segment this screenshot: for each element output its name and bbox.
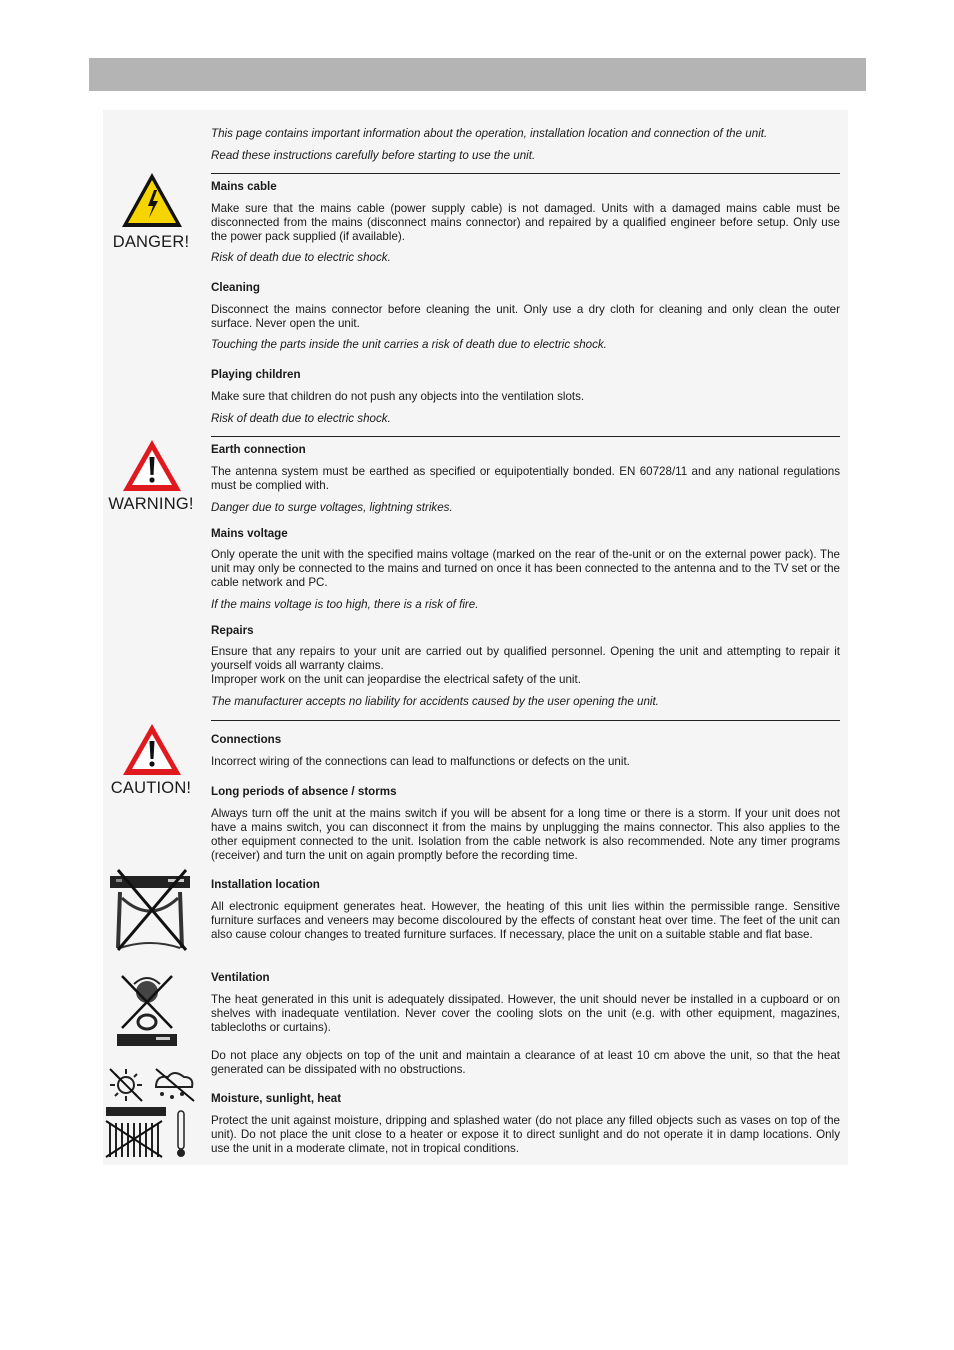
cleaning-heading: Cleaning bbox=[211, 281, 260, 294]
mains-voltage-body: Only operate the unit with the specified mains voltage (marked on the rear of the-unit or on the external power pack). The unit may only be connected to the mains and turned on once it has been connected to the antenna and to the TV set or the cable network and PC. bbox=[211, 548, 840, 589]
repairs-note: The manufacturer accepts no liability for accidents caused by the user opening the unit. bbox=[211, 695, 659, 708]
absence-body: Always turn off the unit at the mains switch if you will be absent for a long time or there is a storm. If your unit does not have a mains switch, you can disconnect it from the mains by unplugging the mains connector. This also applies to the other equipment connected to the unit. Isolation from the cable network is also recommended. Note any timer programs (receiver) and turn the unit on again promptly before the recording time. bbox=[211, 807, 840, 862]
earth-body: The antenna system must be earthed as specified or equipotentially bonded. EN 60728/11 and any national regulations must be complied with. bbox=[211, 465, 840, 492]
mains-cable-body: Make sure that the mains cable (power supply cable) is not damaged. Units with a damaged mains cable must be disconnected from the mains (disconnect mains connector) and repaired by a qualified engineer before setup. Only use the power pack supplied (if available). bbox=[211, 202, 840, 243]
intro-line-1: This page contains important information about the operation, installation location and connection of the unit. bbox=[211, 127, 768, 140]
no-objects-on-top-icon bbox=[114, 972, 180, 1052]
no-stacking-receiver-icon bbox=[106, 868, 194, 954]
cleaning-note: Touching the parts inside the unit carries a risk of death due to electric shock. bbox=[211, 338, 607, 351]
section-divider bbox=[211, 436, 840, 437]
repairs-body: Ensure that any repairs to your unit are carried out by qualified personnel. Opening the unit and attempting to repair it yourself voids all warranty claims. bbox=[211, 645, 840, 672]
repairs-body-2: Improper work on the unit can jeopardise the electrical safety of the unit. bbox=[211, 673, 581, 686]
installation-body: All electronic equipment generates heat. However, the heating of this unit lies within the permissible range. Sensitive furniture surfaces and veneers may become discoloured by the effects of constant heat over time. The feet of the unit can also cause colour changes to treated furniture surfaces. If necessary, place the unit on a suitable stable and flat base. bbox=[211, 900, 840, 941]
moisture-heading: Moisture, sunlight, heat bbox=[211, 1092, 342, 1105]
danger-label: DANGER! bbox=[112, 233, 190, 251]
ventilation-body-2: Do not place any objects on top of the unit and maintain a clearance of at least 10 cm above the unit, so that the heat generated can be dissipated with no obstructions. bbox=[211, 1049, 840, 1076]
exclamation-triangle-icon bbox=[121, 438, 183, 493]
mains-cable-heading: Mains cable bbox=[211, 180, 277, 193]
children-note: Risk of death due to electric shock. bbox=[211, 412, 391, 425]
earth-note: Danger due to surge voltages, lightning strikes. bbox=[211, 501, 453, 514]
absence-heading: Long periods of absence / storms bbox=[211, 785, 397, 798]
warning-label: WARNING! bbox=[108, 495, 194, 513]
repairs-heading: Repairs bbox=[211, 624, 254, 637]
sun-rain-heat-icon bbox=[104, 1067, 198, 1159]
ventilation-heading: Ventilation bbox=[211, 971, 270, 984]
caution-label: CAUTION! bbox=[110, 779, 192, 797]
mains-voltage-note: If the mains voltage is too high, there is a risk of fire. bbox=[211, 598, 479, 611]
connections-body: Incorrect wiring of the connections can lead to malfunctions or defects on the unit. bbox=[211, 755, 630, 768]
mains-cable-note: Risk of death due to electric shock. bbox=[211, 251, 391, 264]
connections-heading: Connections bbox=[211, 733, 282, 746]
high-voltage-warning-icon bbox=[119, 170, 185, 230]
header-bar bbox=[89, 58, 866, 91]
section-divider bbox=[211, 720, 840, 721]
installation-heading: Installation location bbox=[211, 878, 320, 891]
mains-voltage-heading: Mains voltage bbox=[211, 527, 288, 540]
children-heading: Playing children bbox=[211, 368, 301, 381]
cleaning-body: Disconnect the mains connector before cleaning the unit. Only use a dry cloth for cleaning and only clean the outer surface. Never open the unit. bbox=[211, 303, 840, 330]
section-divider bbox=[211, 173, 840, 174]
earth-heading: Earth connection bbox=[211, 443, 306, 456]
children-body: Make sure that children do not push any objects into the ventilation slots. bbox=[211, 390, 585, 403]
ventilation-body: The heat generated in this unit is adequately dissipated. However, the unit should never be installed in a cupboard or on shelves with inadequate ventilation. Never cover the cooling slots on the unit (e.g. with other equipment, magazines, tablecloths or curtains). bbox=[211, 993, 840, 1034]
moisture-body: Protect the unit against moisture, dripping and splashed water (do not place any filled objects such as vases on top of the unit). Do not place the unit close to a heater or expose it to direct sunlight and do not operate it in damp locations. Only use the unit in a moderate climate, not in tropical conditions. bbox=[211, 1114, 840, 1155]
exclamation-triangle-icon bbox=[121, 722, 183, 777]
intro-line-2: Read these instructions carefully before starting to use the unit. bbox=[211, 149, 536, 162]
